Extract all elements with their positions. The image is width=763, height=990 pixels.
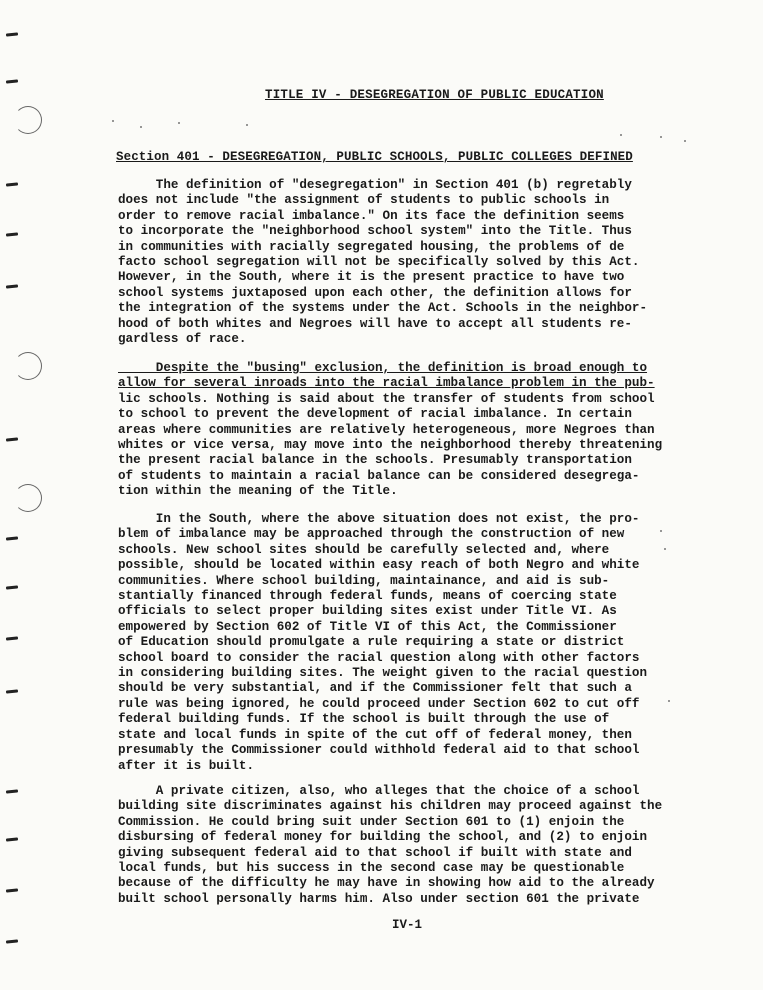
text-line: empowered by Section 602 of Title VI of this Act, the Commissioner: [118, 619, 617, 634]
text-line: stantially financed through federal funds, means of coercing state: [118, 589, 617, 604]
text-line: of students to maintain a racial balance can be considered desegrega-: [118, 468, 640, 483]
text-line: areas where communities are relatively heterogeneous, more Negroes than: [118, 422, 655, 437]
paragraph-3: [118, 512, 678, 774]
margin-mark: [6, 182, 18, 186]
text-line: tion within the meaning of the Title.: [118, 484, 398, 499]
margin-mark: [6, 837, 18, 841]
text-line: rule was being ignored, he could proceed under Section 602 to cut off: [118, 696, 640, 711]
text-line: to school to prevent the development of racial imbalance. In certain: [118, 407, 632, 422]
text-line: built school personally harms him. Also under section 601 the private: [118, 891, 640, 906]
text-line: gardless of race.: [118, 332, 247, 347]
text-line: in communities with racially segregated housing, the problems of de: [118, 239, 625, 254]
text-line: allow for several inroads into the racial imbalance problem in the pub-: [118, 376, 655, 391]
text-line: A private citizen, also, who alleges that the choice of a school: [118, 784, 640, 798]
margin-mark: [6, 888, 18, 892]
text-line: blem of imbalance may be approached through the construction of new: [118, 527, 625, 542]
text-line: local funds, but his success in the second case may be questionable: [118, 861, 625, 876]
scan-speck: [178, 122, 180, 124]
text-line: giving subsequent federal aid to that school if built with state and: [118, 845, 632, 860]
text-line: school systems juxtaposed upon each other, the definition allows for: [118, 285, 632, 300]
hole-punch-mark: [14, 106, 42, 134]
text-line: facto school segregation will not be specifically solved by this Act.: [118, 255, 640, 270]
text-line: order to remove racial imbalance." On its face the definition seems: [118, 208, 625, 223]
paragraph-1: [118, 178, 678, 347]
text-line: to incorporate the "neighborhood school system" into the Title. Thus: [118, 224, 632, 239]
text-line: However, in the South, where it is the present practice to have two: [118, 270, 625, 285]
text-line: disbursing of federal money for building the school, and (2) to enjoin: [118, 830, 648, 845]
margin-mark: [6, 79, 18, 83]
margin-mark: [6, 437, 18, 441]
text-line: does not include "the assignment of students to public schools in: [118, 193, 610, 208]
margin-mark: [6, 284, 18, 288]
text-line: building site discriminates against his children may proceed against the: [118, 799, 663, 814]
text-line: possible, should be located within easy reach of both Negro and white: [118, 558, 640, 573]
hole-punch-mark: [14, 484, 42, 512]
paragraph-4: [118, 784, 678, 907]
scan-speck: [620, 134, 622, 136]
margin-mark: [6, 789, 18, 793]
scan-speck: [246, 124, 248, 126]
text-line: communities. Where school building, maintainance, and aid is sub-: [118, 573, 610, 588]
text-line: federal building funds. If the school is built through the use of: [118, 712, 610, 727]
text-line: whites or vice versa, may move into the neighborhood thereby threatening: [118, 438, 663, 453]
text-line: should be very substantial, and if the Commissioner felt that such a: [118, 681, 632, 696]
document-title: TITLE IV - DESEGREGATION OF PUBLIC EDUCATION: [265, 88, 604, 102]
section-heading: Section 401 - DESEGREGATION, PUBLIC SCHOOLS, PUBLIC COLLEGES DEFINED: [116, 150, 633, 164]
margin-mark: [6, 689, 18, 693]
text-line: after it is built.: [118, 758, 255, 773]
text-line: Commission. He could bring suit under Section 601 to (1) enjoin the: [118, 814, 625, 829]
text-line: The definition of "desegregation" in Section 401 (b) regretably: [118, 178, 632, 192]
text-line: school board to consider the racial question along with other factors: [118, 650, 640, 665]
margin-mark: [6, 32, 18, 36]
margin-mark: [6, 939, 18, 943]
page-number: IV-1: [392, 918, 423, 932]
text-line: the present racial balance in the schools. Presumably transportation: [118, 453, 632, 468]
text-line: the integration of the systems under the Act. Schools in the neighbor-: [118, 301, 648, 316]
text-line: hood of both whites and Negroes will have to accept all students re-: [118, 316, 632, 331]
text-line: presumably the Commissioner could withhold federal aid to that school: [118, 743, 640, 758]
scan-speck: [684, 140, 686, 142]
paragraph-2: [118, 361, 678, 500]
text-line: lic schools. Nothing is said about the transfer of students from school: [118, 391, 655, 406]
text-line: state and local funds in spite of the cut off of federal money, then: [118, 727, 632, 742]
scan-speck: [140, 126, 142, 128]
hole-punch-mark: [14, 352, 42, 380]
margin-mark: [6, 585, 18, 589]
scan-speck: [112, 120, 114, 122]
text-line: in considering building sites. The weight given to the racial question: [118, 666, 648, 681]
text-line: schools. New school sites should be carefully selected and, where: [118, 542, 610, 557]
text-line: In the South, where the above situation does not exist, the pro-: [118, 512, 640, 526]
margin-mark: [6, 636, 18, 640]
text-line: officials to select proper building sites exist under Title VI. As: [118, 604, 617, 619]
text-line: because of the difficulty he may have in showing how aid to the already: [118, 876, 655, 891]
text-line: of Education should promulgate a rule requiring a state or district: [118, 635, 625, 650]
scan-speck: [660, 136, 662, 138]
margin-mark: [6, 536, 18, 540]
text-line: Despite the "busing" exclusion, the definition is broad enough to: [118, 361, 648, 375]
margin-mark: [6, 232, 18, 236]
